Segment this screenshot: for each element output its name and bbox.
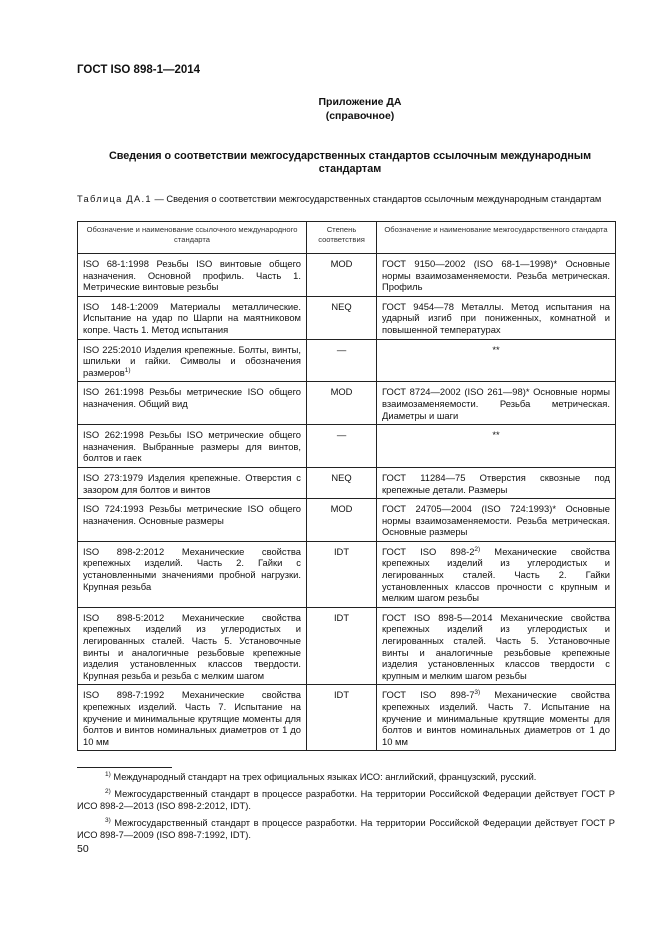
table-caption-label: Таблица ДА.1	[77, 194, 152, 204]
footnote-mark: 1)	[124, 366, 131, 374]
footnote-mark: 3)	[105, 816, 111, 824]
document-header-code: ГОСТ ISO 898-1—2014	[77, 64, 201, 76]
table-row	[78, 467, 616, 498]
footnote	[77, 817, 615, 841]
cell-international-standard	[78, 541, 307, 607]
international-standard-text: ISO 261:1998 Резьбы метрические ISO общего назначения. Общий вид	[83, 386, 301, 409]
cell-international-standard	[78, 499, 307, 542]
interstate-standard-text: ГОСТ ISO 898-2	[382, 545, 475, 557]
table-row	[78, 607, 616, 685]
interstate-standard-text: ГОСТ 24705—2004 (ISO 724:1993)* Основные нормы взаимозаменяемости. Резьба метрическая. Основные размеры	[382, 503, 610, 538]
cell-interstate-standard	[377, 296, 616, 339]
table-row	[78, 499, 616, 542]
table-row	[78, 254, 616, 297]
cell-degree: IDT	[307, 541, 377, 607]
interstate-standard-text-rest: Механические свойства крепежных изделий. Часть 7. Испытание на кручение и минимальные крутящие моменты для болтов и винтов номинальных диаметров от 1 до 10 мм	[382, 689, 610, 747]
cell-degree: MOD	[307, 382, 377, 425]
cell-international-standard	[78, 685, 307, 751]
cell-interstate-standard	[377, 425, 616, 468]
table-row	[78, 425, 616, 468]
interstate-standard-text: ГОСТ ISO 898-5—2014 Механические свойства крепежных изделий из углеродистых и легированных сталей. Часть 5. Установочные винты и аналогичные резьбовые крепежные изделия установленных классов твердости с крупным и мелким шагом резьбы	[382, 611, 610, 681]
cell-degree: NEQ	[307, 296, 377, 339]
cell-international-standard	[78, 425, 307, 468]
international-standard-text: ISO 262:1998 Резьбы ISO метрические общего назначения. Выбранные размеры для винтов, болтов и гаек	[83, 429, 301, 464]
table-caption-text: — Сведения о соответствии межгосударственных стандартов ссылочным международным стандартам	[151, 194, 602, 204]
footnote-separator	[77, 767, 172, 768]
cell-degree: IDT	[307, 685, 377, 751]
table-row	[78, 541, 616, 607]
interstate-standard-text: **	[492, 343, 500, 355]
page-number: 50	[77, 843, 89, 855]
footnote	[77, 771, 615, 783]
footnote	[77, 788, 615, 812]
column-header-interstate: Обозначение и наименование межгосударственного стандарта	[377, 222, 616, 254]
footnotes	[77, 771, 615, 846]
table-header-row	[78, 222, 616, 254]
table-row	[78, 339, 616, 382]
table-row	[78, 685, 616, 751]
cell-international-standard	[78, 296, 307, 339]
cell-interstate-standard	[377, 339, 616, 382]
cell-degree: —	[307, 339, 377, 382]
cell-degree: MOD	[307, 499, 377, 542]
international-standard-text: ISO 898-5:2012 Механические свойства крепежных изделий из углеродистых и легированных сталей. Часть 5. Установочные винты и аналогичные резьбовые крепежные изделия установленных классов твердости. Крупная резьба и резьба с мелким шагом	[83, 611, 301, 681]
interstate-standard-text-rest: Механические свойства крепежных изделий из углеродистых и легированных сталей. Часть 2. Гайки установленных классов прочности с крупным и мелким шагом резьбы	[382, 545, 610, 604]
cell-interstate-standard	[377, 685, 616, 751]
footnote-text: Международный стандарт на трех официальных языках ИСО: английский, французский, русский.	[110, 772, 537, 782]
section-heading: Сведения о соответствии межгосударственных стандартов ссылочным международным стандартам	[108, 150, 592, 175]
interstate-standard-text: ГОСТ 9150—2002 (ISO 68-1—1998)* Основные нормы взаимозаменяемости. Резьба метрическая. Профиль	[382, 258, 610, 293]
cell-interstate-standard	[377, 541, 616, 607]
cell-interstate-standard	[377, 382, 616, 425]
international-standard-text: ISO 225:2010 Изделия крепежные. Болты, винты, шпильки и гайки. Символы и обозначения размеров	[83, 343, 301, 378]
cell-international-standard	[78, 339, 307, 382]
column-header-international: Обозначение и наименование ссылочного международного стандарта	[78, 222, 307, 254]
cell-interstate-standard	[377, 499, 616, 542]
cell-international-standard	[78, 382, 307, 425]
footnote-text: Межгосударственный стандарт в процессе разработки. На территории Российской Федерации действует ГОСТ Р ИСО 898-7—2009 (ISO 898-7:1992, IDT).	[77, 818, 615, 840]
cell-international-standard	[78, 607, 307, 685]
table-row	[78, 382, 616, 425]
footnote-mark: 3)	[474, 689, 481, 697]
column-header-degree: Степень соответствия	[307, 222, 377, 254]
footnote-mark: 1)	[105, 770, 111, 778]
cell-international-standard	[78, 254, 307, 297]
table-row	[78, 296, 616, 339]
appendix-title: Приложение ДА	[318, 96, 402, 108]
cell-interstate-standard	[377, 607, 616, 685]
cell-degree: NEQ	[307, 467, 377, 498]
cell-degree: IDT	[307, 607, 377, 685]
cell-degree: —	[307, 425, 377, 468]
international-standard-text: ISO 273:1979 Изделия крепежные. Отверстия с зазором для болтов и винтов	[83, 471, 301, 495]
table-caption	[77, 193, 615, 205]
international-standard-text: ISO 724:1993 Резьбы метрические ISO общего назначения. Основные размеры	[83, 503, 301, 526]
correspondence-table	[77, 221, 616, 751]
interstate-standard-text: ГОСТ 9454—78 Металлы. Метод испытания на ударный изгиб при пониженных, комнатной и повышенной температурах	[382, 300, 610, 335]
cell-interstate-standard	[377, 467, 616, 498]
cell-international-standard	[78, 467, 307, 498]
international-standard-text: ISO 148-1:2009 Материалы металлические. Испытание на удар по Шарпи на маятниковом копре. Часть 1. Метод испытания	[83, 300, 301, 335]
cell-degree: MOD	[307, 254, 377, 297]
international-standard-text: ISO 898-2:2012 Механические свойства крепежных изделий. Часть 2. Гайки с установленными значениями пробной нагрузки. Крупная резьба	[83, 545, 301, 592]
interstate-standard-text: ГОСТ ISO 898-7	[382, 689, 475, 701]
appendix-subtitle: (справочное)	[325, 110, 395, 122]
interstate-standard-text: **	[492, 429, 500, 441]
interstate-standard-text: ГОСТ 11284—75 Отверстия сквозные под крепежные детали. Размеры	[382, 471, 610, 495]
cell-interstate-standard	[377, 254, 616, 297]
international-standard-text: ISO 68-1:1998 Резьбы ISO винтовые общего назначения. Основной профиль. Часть 1. Метрические винтовые резьбы	[83, 258, 301, 293]
international-standard-text: ISO 898-7:1992 Механические свойства крепежных изделий. Часть 7. Испытание на кручение и минимальные крутящие моменты для болтов и винтов номинальных диаметров от 1 до 10 мм	[83, 689, 301, 747]
interstate-standard-text: ГОСТ 8724—2002 (ISO 261—98)* Основные нормы взаимозаменяемости. Резьба метрическая. Диаметры и шаги	[382, 386, 610, 421]
footnote-text: Межгосударственный стандарт в процессе разработки. На территории Российской Федерации действует ГОСТ Р ИСО 898-2—2013 (ISO 898-2:2012, IDT).	[77, 789, 615, 811]
footnote-mark: 2)	[105, 787, 111, 795]
footnote-mark: 2)	[474, 545, 481, 553]
